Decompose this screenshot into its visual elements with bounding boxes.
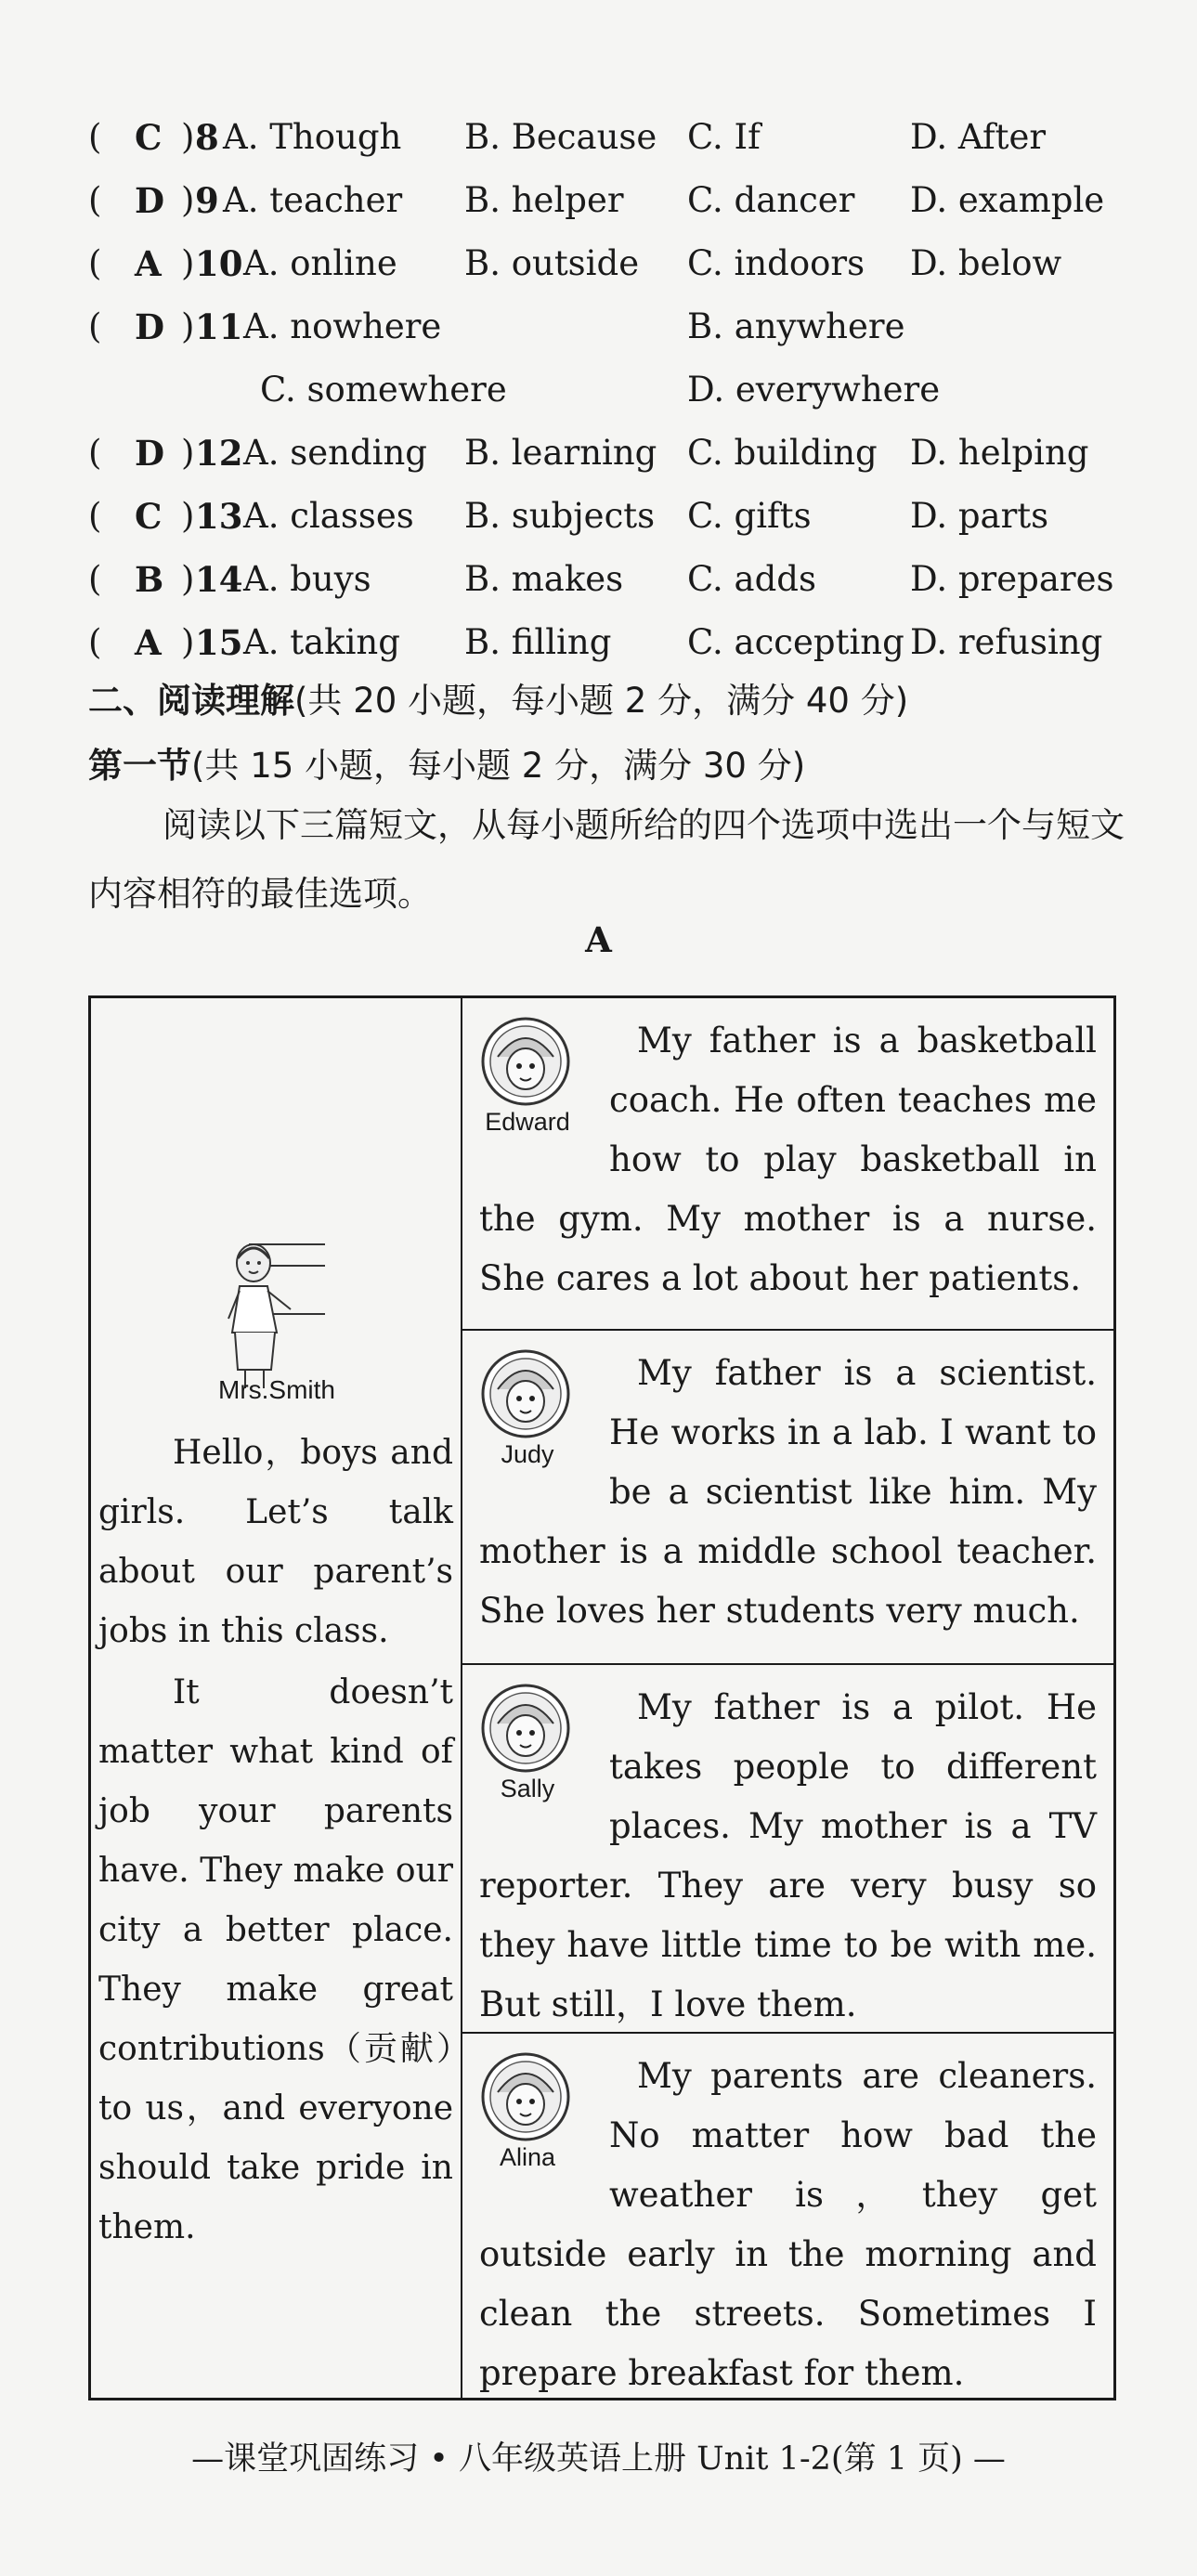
answer-bracket-open: ( [88, 306, 102, 346]
student-name: Alina [499, 2143, 556, 2171]
option-b: B. subjects [464, 496, 656, 536]
option-b: B. helper [464, 180, 624, 220]
option-a: A. nowhere [243, 306, 442, 346]
instruction: 阅读以下三篇短文，从每小题所给的四个选项中选出一个与短文内容相符的最佳选项。 [88, 805, 1125, 914]
option-d: D. example [910, 180, 1105, 220]
option-a: A. Though [223, 117, 402, 157]
option-c: C. adds [687, 559, 816, 599]
option-d: D. refusing [910, 622, 1103, 662]
answer-bracket-close: ) [181, 496, 195, 536]
student-text-body: My parents are cleaners. No matter how bad the weather is，they get outside early in the morning and clean the streets. Sometimes I prepare breakfast for them. [479, 2056, 1097, 2393]
answer-bracket-open: ( [88, 433, 102, 473]
page-footer: —课堂巩固练习 • 八年级英语上册 Unit 1-2(第 1 页) — [191, 2440, 1006, 2478]
answer-letter: C [135, 117, 163, 158]
option-b: B. Because [464, 117, 657, 157]
answer-bracket-close: ) [181, 622, 195, 662]
answer-letter: B [135, 559, 164, 600]
option-b: B. filling [464, 622, 612, 662]
answer-bracket-open: ( [88, 117, 102, 157]
student-name: Judy [501, 1440, 554, 1468]
teacher-column [91, 998, 462, 2398]
question-number: 15 [195, 622, 243, 663]
student-text [479, 1344, 1097, 1641]
option-d: D. parts [910, 496, 1049, 536]
answer-bracket-open: ( [88, 180, 102, 220]
question-number: 10 [195, 243, 243, 284]
option-d: D. everywhere [687, 370, 941, 410]
teacher-paragraph-1: Hello，boys and girls. Let’s talk about our parent’s jobs in this class. [98, 1434, 453, 1650]
answer-bracket-open: ( [88, 243, 102, 283]
option-a: A. online [243, 243, 397, 283]
question-number: 9 [195, 180, 219, 221]
question-number: 8 [195, 117, 219, 158]
student-text-body: My father is a scientist. He works in a lab. I want to be a scientist like him. My mother is a middle school teacher. She loves her students very much. [479, 1353, 1097, 1631]
option-a: A. classes [243, 496, 414, 536]
option-a: A. sending [243, 433, 427, 473]
option-a: A. taking [243, 622, 400, 662]
student-cell [462, 1331, 1113, 1665]
section-heading: 二、阅读理解(共 20 小题，每小题 2 分，满分 40 分) [88, 681, 909, 721]
option-c: C. gifts [687, 496, 812, 536]
student-cell [462, 998, 1113, 1331]
option-c: C. If [687, 117, 761, 157]
answer-letter: D [135, 433, 165, 474]
answer-bracket-open: ( [88, 622, 102, 662]
question-number: 14 [195, 559, 243, 600]
answer-letter: D [135, 180, 165, 221]
student-text [479, 2047, 1097, 2403]
option-a: A. teacher [223, 180, 403, 220]
answer-bracket-open: ( [88, 496, 102, 536]
answer-bracket-close: ) [181, 306, 195, 346]
answer-bracket-close: ) [181, 433, 195, 473]
answer-bracket-close: ) [181, 117, 195, 157]
student-cell [462, 1665, 1113, 2034]
option-c: C. dancer [687, 180, 855, 220]
option-c: C. building [687, 433, 878, 473]
student-text-body: My father is a pilot. He takes people to different places. My mother is a TV reporter. They are very busy so they have little time to be with me. But still，I love them. [479, 1687, 1097, 2024]
answer-bracket-close: ) [181, 180, 195, 220]
option-c: C. accepting [687, 622, 904, 662]
question-number: 13 [195, 496, 243, 537]
student-name: Edward [485, 1108, 570, 1136]
option-b: B. learning [464, 433, 657, 473]
option-b: B. outside [464, 243, 640, 283]
teacher-name: Mrs.Smith [218, 1375, 335, 1404]
teacher-illustration [212, 1230, 332, 1398]
passage-table [88, 995, 1116, 2400]
answer-letter: D [135, 306, 165, 347]
answer-bracket-open: ( [88, 559, 102, 599]
option-c: C. indoors [687, 243, 865, 283]
answer-letter: A [135, 622, 162, 663]
teacher-paragraph-2: It doesn’t matter what kind of job your parents have. They make our city a better place. They make great contributions（贡献）to us，and everyone should take pride in them. [98, 1673, 453, 2246]
question-number: 12 [195, 433, 243, 474]
part-heading: 第一节(共 15 小题，每小题 2 分，满分 30 分) [88, 746, 806, 786]
option-d: D. helping [910, 433, 1089, 473]
student-text [479, 1011, 1097, 1308]
question-number: 11 [195, 306, 243, 347]
option-d: D. below [910, 243, 1062, 283]
student-name: Sally [500, 1775, 555, 1802]
option-d: D. prepares [910, 559, 1114, 599]
option-d: D. After [910, 117, 1047, 157]
answer-letter: C [135, 496, 163, 537]
option-c: C. somewhere [260, 370, 507, 410]
student-text [479, 1678, 1097, 2035]
option-b: B. makes [464, 559, 624, 599]
answer-bracket-close: ) [181, 243, 195, 283]
answer-letter: A [135, 243, 162, 284]
student-text-body: My father is a basketball coach. He often teaches me how to play basketball in the gym. My mother is a nurse. She cares a lot about her patients. [479, 1021, 1097, 1298]
option-b: B. anywhere [687, 306, 905, 346]
passage-label: A [585, 919, 612, 960]
student-cell [462, 2034, 1113, 2398]
answer-bracket-close: ) [181, 559, 195, 599]
option-a: A. buys [243, 559, 371, 599]
